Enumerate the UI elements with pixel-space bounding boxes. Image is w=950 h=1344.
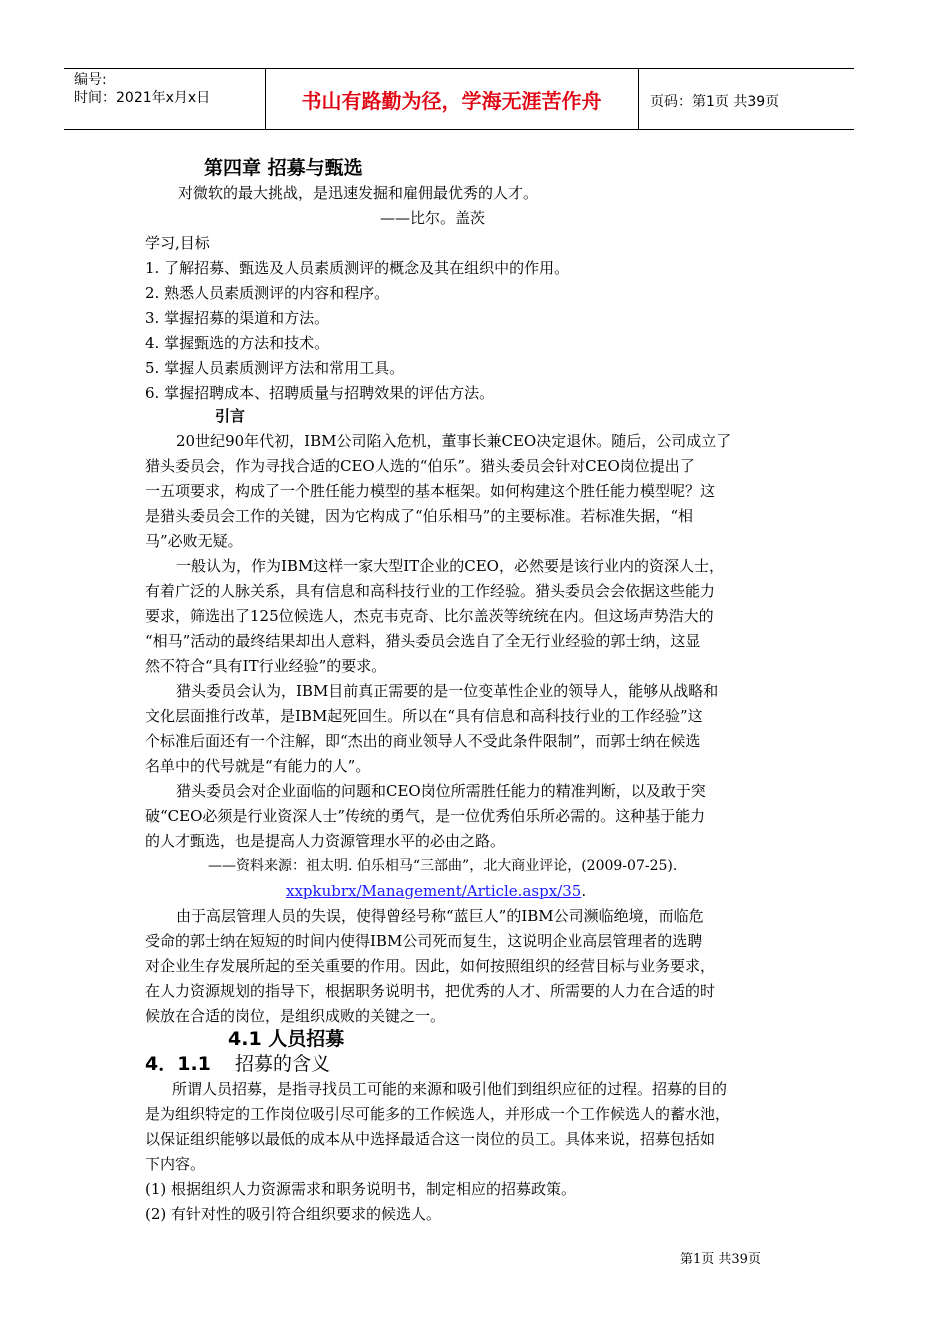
body-line: 然不符合“具有IT行业经验”的要求。 [145, 657, 387, 675]
body-line: 候放在合适的岗位，是组织成败的关键之一。 [145, 1007, 446, 1025]
objective-item: 4. 掌握甄选的方法和技术。 [145, 334, 330, 352]
body-line: 猎头委员会认为，IBM目前真正需要的是一位变革性企业的领导人，能够从战略和 [176, 682, 719, 700]
body-line: (1) 根据组织人力资源需求和职务说明书，制定相应的招募政策。 [145, 1180, 577, 1198]
objective-item: 6. 掌握招聘成本、招聘质量与招聘效果的评估方法。 [145, 384, 495, 402]
document-number-label: 编号: [74, 72, 107, 88]
body-line: 以保证组织能够以最低的成本从中选择最适合这一岗位的员工。具体来说，招募包括如 [145, 1130, 716, 1148]
chapter-title: 第四章 招募与甄选 [204, 157, 363, 179]
body-line: 20世纪90年代初，IBM公司陷入危机，董事长兼CEO决定退休。随后，公司成立了 [176, 432, 732, 450]
body-line: 文化层面推行改革，是IBM起死回生。所以在“具有信息和高科技行业的工作经验”这 [145, 707, 703, 725]
objective-item: 3. 掌握招募的渠道和方法。 [145, 309, 330, 327]
intro-heading: 引言 [215, 407, 246, 425]
subsection-number: 4．1.1 [145, 1053, 211, 1075]
objective-item: 5. 掌握人员素质测评方法和常用工具。 [145, 359, 405, 377]
body-line: 一般认为，作为IBM这样一家大型IT企业的CEO，必然要是该行业内的资深人士， [176, 557, 724, 575]
subsection-heading [145, 1052, 330, 1077]
source-citation: ——资料来源：祖太明. 伯乐相马“三部曲”，北大商业评论，(2009-07-25). [208, 858, 678, 874]
body-line: 要求，筛选出了125位候选人，杰克韦克奇、比尔盖茨等统统在内。但这场声势浩大的 [145, 607, 714, 625]
objectives-heading: 学习,目标 [145, 234, 210, 252]
objective-item: 2. 熟悉人员素质测评的内容和程序。 [145, 284, 390, 302]
source-link-row [286, 879, 586, 904]
body-line: 猎头委员会对企业面临的问题和CEO岗位所需胜任能力的精准判断，以及敢于突 [176, 782, 706, 800]
body-line: 是为组织特定的工作岗位吸引尽可能多的工作候选人，并形成一个工作候选人的蓄水池， [145, 1105, 731, 1123]
body-line: 名单中的代号就是“有能力的人”。 [145, 757, 371, 775]
body-line: (2) 有针对性的吸引符合组织要求的候选人。 [145, 1205, 442, 1223]
body-line: 马”必败无疑。 [145, 532, 243, 550]
page-footer: 第1页 共39页 [680, 1252, 761, 1267]
body-line: 对企业生存发展所起的至关重要的作用。因此，如何按照组织的经营目标与业务要求， [145, 957, 716, 975]
epigraph-author: ——比尔。盖茨 [380, 209, 486, 227]
section-title: 4.1 人员招募 [228, 1028, 345, 1050]
document-time-label: 时间：2021年x月x日 [74, 90, 211, 106]
body-line: 下内容。 [145, 1155, 206, 1173]
body-line: 由于高层管理人员的失误，使得曾经号称“蓝巨人”的IBM公司濒临绝境，而临危 [176, 907, 704, 925]
body-line: 的人才甄选，也是提高人力资源管理水平的必由之路。 [145, 832, 506, 850]
body-line: 是猎头委员会工作的关键，因为它构成了“伯乐相马”的主要标准。若标准失据，“相 [145, 507, 694, 525]
body-line: 在人力资源规划的指导下，根据职务说明书，把优秀的人才、所需要的人力在合适的时 [145, 982, 716, 1000]
source-link-suffix: . [581, 882, 587, 900]
objective-item: 1. 了解招募、甄选及人员素质测评的概念及其在组织中的作用。 [145, 259, 570, 277]
body-line: 所谓人员招募，是指寻找员工可能的来源和吸引他们到组织应征的过程。招募的目的 [172, 1080, 728, 1098]
header-page-number: 页码：第1页 共39页 [650, 94, 780, 110]
body-line: “相马”活动的最终结果却出人意料，猎头委员会选自了全无行业经验的郭士纳，这显 [145, 632, 701, 650]
epigraph-quote: 对微软的最大挑战，是迅速发掘和雇佣最优秀的人才。 [178, 184, 539, 202]
body-line: 受命的郭士纳在短短的时间内使得IBM公司死而复生，这说明企业高层管理者的选聘 [145, 932, 703, 950]
body-line: 破“CEO必须是行业资深人士”传统的勇气，是一位优秀伯乐所必需的。这种基于能力 [145, 807, 706, 825]
header-motto: 书山有路勤为径，学海无涯苦作舟 [301, 88, 602, 113]
body-line: 有着广泛的人脉关系，具有信息和高科技行业的工作经验。猎头委员会会依据这些能力 [145, 582, 716, 600]
header-divider [638, 69, 639, 129]
page-header [64, 68, 854, 130]
body-line: 一五项要求，构成了一个胜任能力模型的基本框架。如何构建这个胜任能力模型呢？这 [145, 482, 716, 500]
body-line: 猎头委员会，作为寻找合适的CEO人选的“伯乐”。猎头委员会针对CEO岗位提出了 [145, 457, 695, 475]
source-link[interactable]: xxpkubrx/Management/Article.aspx/35 [286, 882, 582, 900]
subsection-title: 招募的含义 [234, 1053, 330, 1075]
body-line: 个标准后面还有一个注解，即“杰出的商业领导人不受此条件限制”，而郭士纳在候选 [145, 732, 701, 750]
header-meta [74, 71, 210, 107]
